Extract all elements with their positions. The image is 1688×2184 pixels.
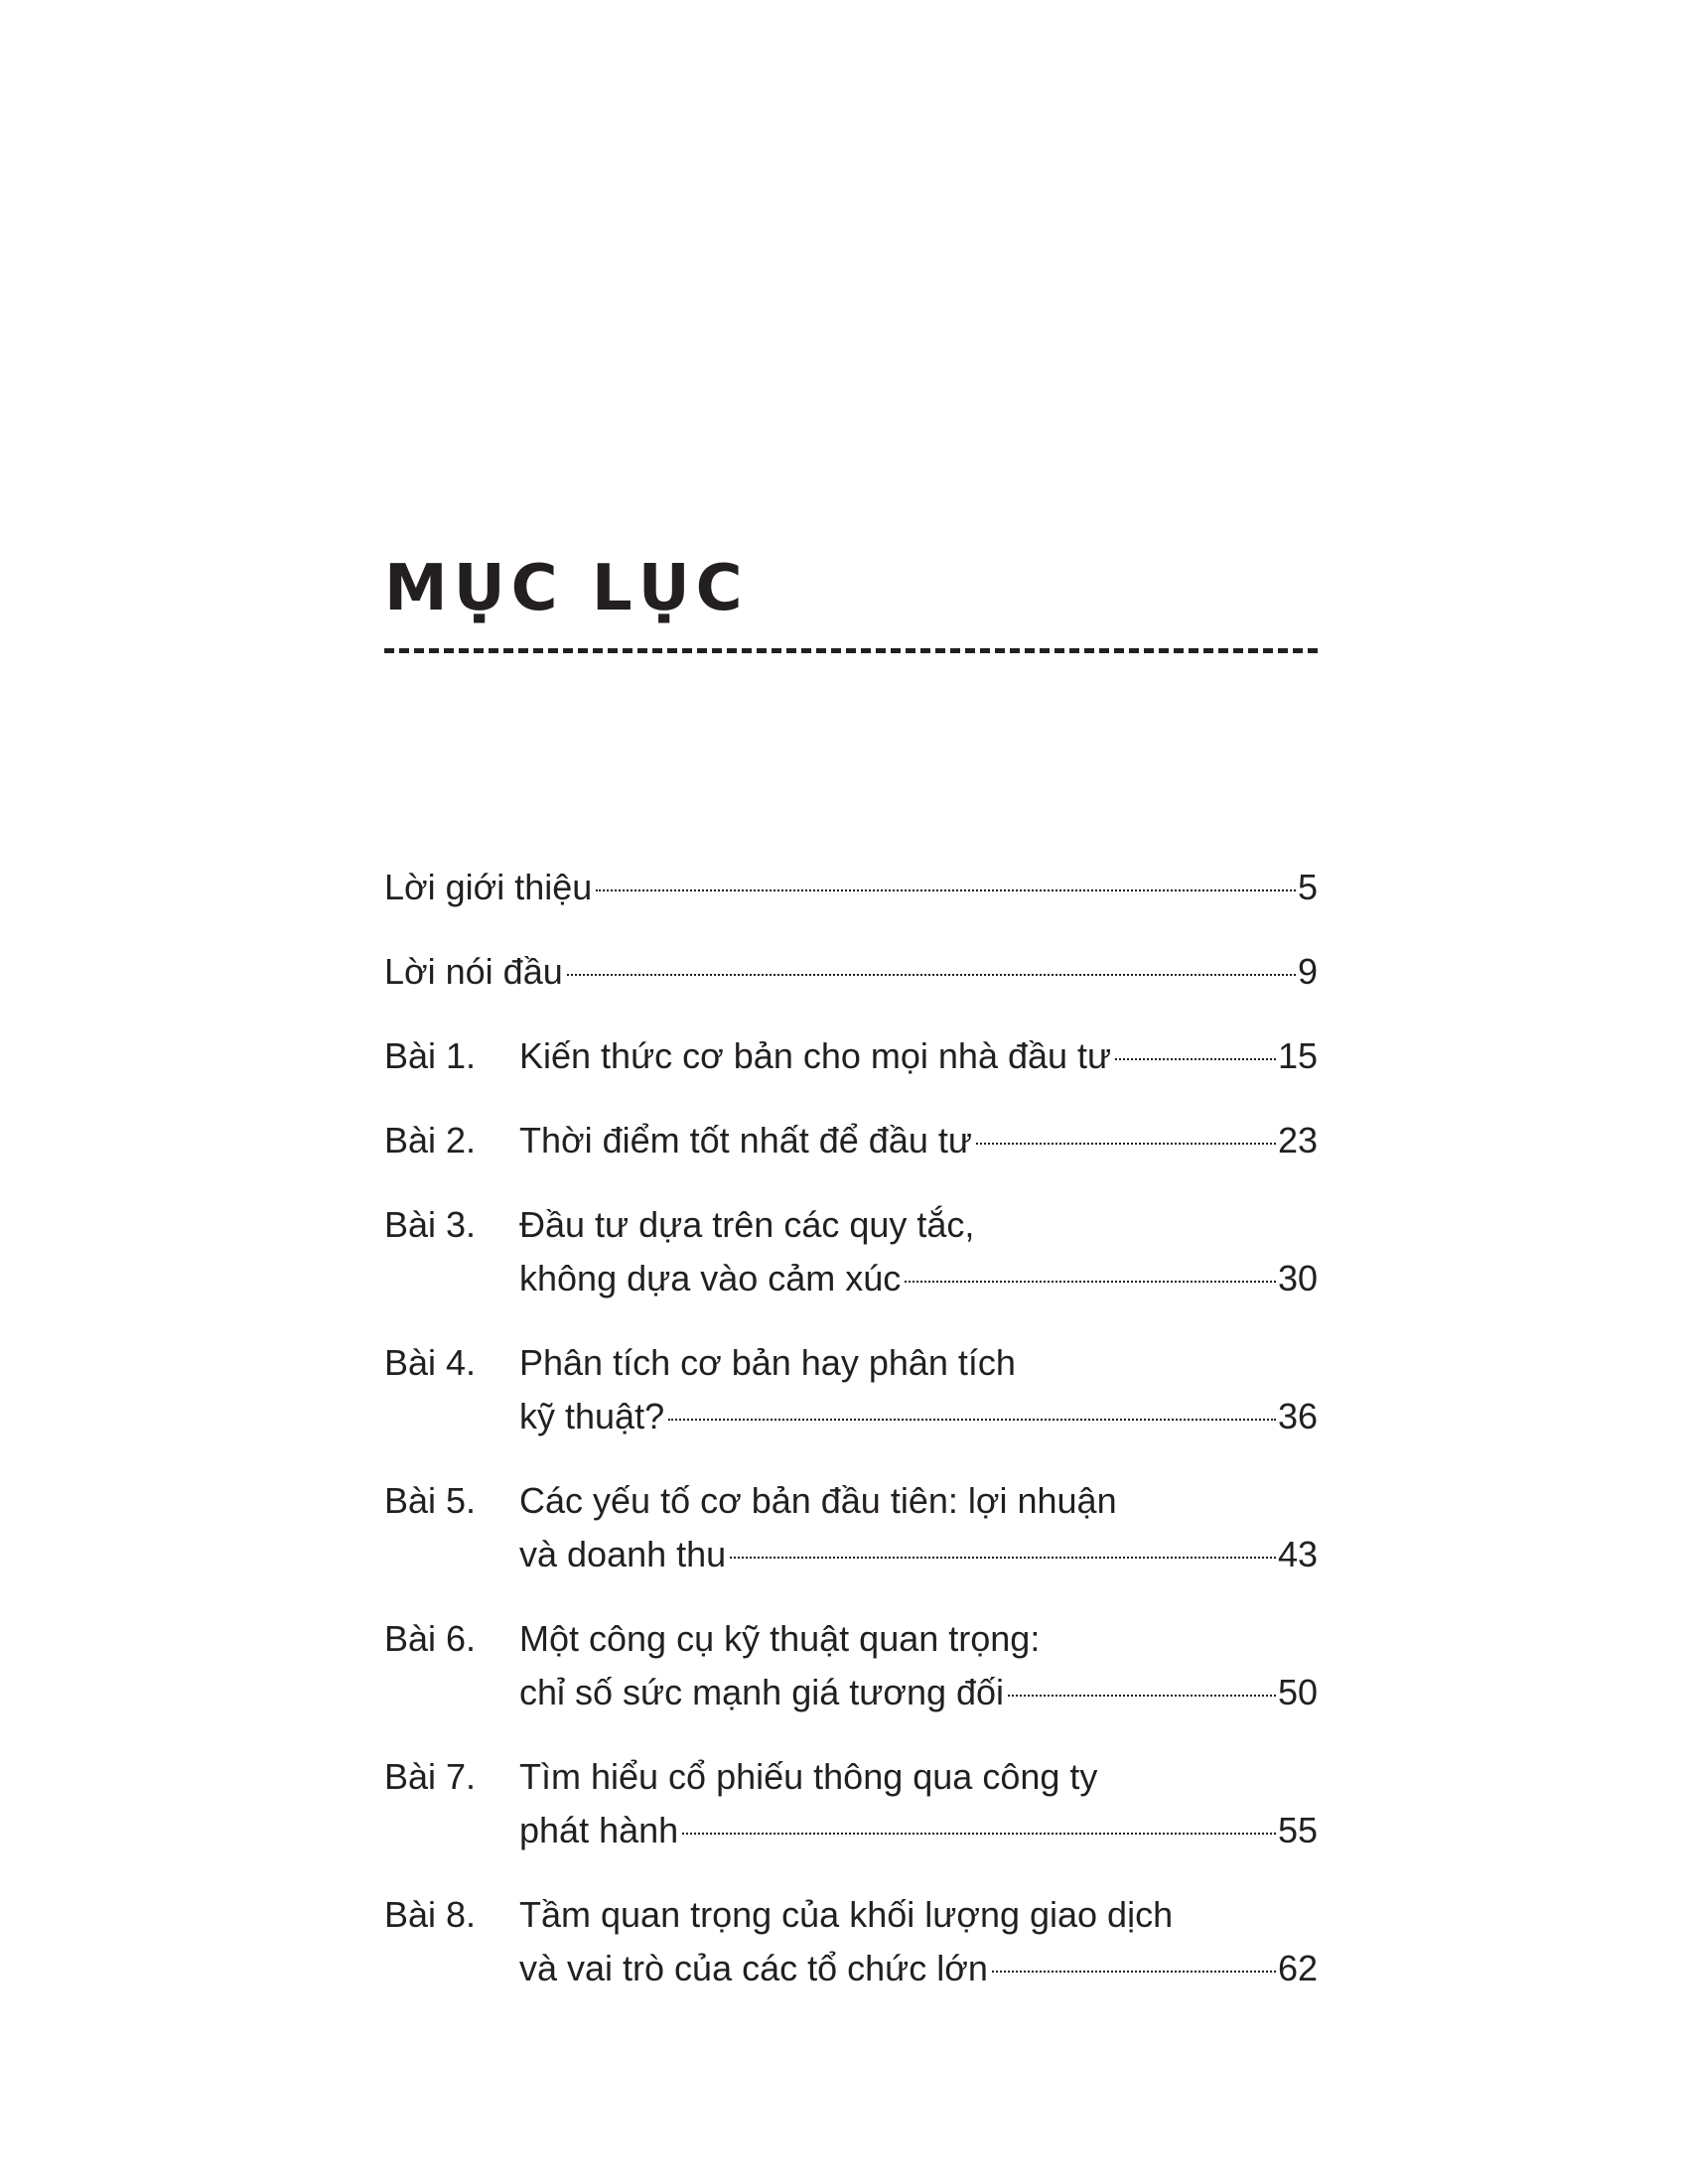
entry-title: Lời giới thiệu [384,867,593,907]
entry-body [384,861,1318,914]
entry-title-line-2: và doanh thu [519,1534,727,1574]
entry-title: Kiến thức cơ bản cho mọi nhà đầu tư [519,1035,1112,1076]
dot-leader [1115,1058,1276,1060]
toc-entry-lesson-4[interactable] [384,1336,1318,1443]
dot-leader [682,1833,1276,1835]
toc-entry-lesson-6[interactable] [384,1612,1318,1719]
lesson-number: Bài 8. [384,1894,477,1935]
entry-title-line-1: Tìm hiểu cổ phiếu thông qua công ty [519,1756,1098,1797]
lesson-number: Bài 5. [384,1480,477,1521]
entry-title-line-1: Một công cụ kỹ thuật quan trọng: [519,1618,1041,1659]
entry-title-line-2: và vai trò của các tổ chức lớn [519,1948,988,1988]
entry-title-line-1: Phân tích cơ bản hay phân tích [519,1342,1016,1383]
entry-title-line-2: kỹ thuật? [519,1396,665,1436]
toc-title: MỤC LỤC [384,552,749,625]
dot-leader [567,974,1296,976]
lesson-number: Bài 1. [384,1035,477,1076]
entry-body [519,1612,1318,1719]
entry-body [519,1474,1318,1581]
entry-title-line-1: Đầu tư dựa trên các quy tắc, [519,1204,975,1245]
lesson-number: Bài 4. [384,1342,477,1383]
entry-title: Lời nói đầu [384,951,563,992]
entry-title-line-1: Tầm quan trọng của khối lượng giao dịch [519,1894,1174,1935]
entry-body [384,945,1318,999]
dot-leader [976,1143,1276,1145]
page-number: 50 [1277,1672,1318,1712]
entry-body [519,1029,1318,1083]
toc-entry-lesson-8[interactable] [384,1888,1318,1995]
dot-leader [905,1281,1276,1283]
page-number: 15 [1277,1035,1318,1076]
entry-title-line-1: Các yếu tố cơ bản đầu tiên: lợi nhuận [519,1480,1117,1521]
dot-leader [668,1419,1276,1421]
dot-leader [992,1971,1276,1973]
page-number: 36 [1277,1396,1318,1436]
lesson-number: Bài 2. [384,1120,477,1160]
entry-title-line-2: phát hành [519,1810,679,1850]
dot-leader [596,889,1296,891]
entry-body [519,1750,1318,1857]
lesson-number: Bài 7. [384,1756,477,1797]
page-number: 9 [1297,951,1318,992]
toc-entry-lesson-3[interactable] [384,1198,1318,1305]
entry-title: Thời điểm tốt nhất để đầu tư [519,1120,972,1160]
toc-entry-lesson-5[interactable] [384,1474,1318,1581]
page-number: 30 [1277,1258,1318,1298]
entry-body [519,1336,1318,1443]
page-number: 55 [1277,1810,1318,1850]
lesson-number: Bài 3. [384,1204,477,1245]
toc-entry-lesson-7[interactable] [384,1750,1318,1857]
entry-body [519,1114,1318,1167]
dot-leader [730,1557,1276,1559]
entry-body [519,1888,1318,1995]
page-number: 62 [1277,1948,1318,1988]
entry-title-line-2: không dựa vào cảm xúc [519,1258,902,1298]
toc-entry-intro[interactable] [384,861,1318,914]
dot-leader [1008,1695,1276,1697]
toc-list [384,861,1318,1995]
toc-page [384,551,1318,1988]
toc-entry-lesson-2[interactable] [384,1114,1318,1167]
lesson-number: Bài 6. [384,1618,477,1659]
toc-entry-lesson-1[interactable] [384,1029,1318,1083]
page-number: 5 [1297,867,1318,907]
page-number: 23 [1277,1120,1318,1160]
toc-entry-preface[interactable] [384,945,1318,999]
entry-title-line-2: chỉ số sức mạnh giá tương đối [519,1672,1005,1712]
entry-body [519,1198,1318,1305]
page-number: 43 [1277,1534,1318,1574]
title-dashed-rule [384,648,1318,653]
